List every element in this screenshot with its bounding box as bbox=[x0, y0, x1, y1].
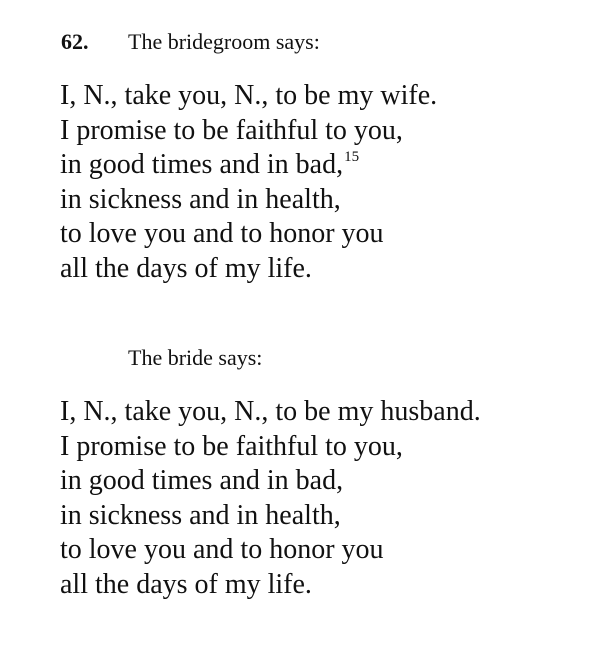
vow-line: I promise to be faithful to you, bbox=[60, 430, 403, 462]
vow-line: in good times and in bad, bbox=[60, 465, 344, 496]
section-number: 62. bbox=[61, 29, 89, 54]
vow-line: I, N., take you, N., to be my husband. bbox=[60, 396, 481, 427]
vow-line: all the days of my life. bbox=[60, 568, 312, 600]
vow-line: to love you and to honor you bbox=[60, 218, 384, 249]
bridegroom-intro: The bridegroom says: bbox=[128, 29, 320, 54]
vow-line: I promise to be faithful to you, bbox=[60, 114, 403, 146]
vow-line: all the days of my life. bbox=[60, 252, 312, 284]
bridegroom-heading bbox=[61, 29, 320, 55]
bride-heading bbox=[128, 345, 262, 371]
vow-line: in sickness and in health, bbox=[60, 183, 341, 215]
footnote-reference: 15 bbox=[344, 149, 360, 165]
vow-line-with-footnote bbox=[60, 148, 437, 183]
vow-line: to love you and to honor you bbox=[60, 534, 384, 565]
vow-line: in sickness and in health, bbox=[60, 499, 341, 531]
vow-line: I, N., take you, N., to be my wife. bbox=[60, 80, 438, 111]
bride-vow bbox=[60, 395, 481, 602]
bridegroom-vow bbox=[60, 79, 437, 286]
vow-line-text: in good times and in bad, bbox=[60, 149, 344, 180]
bride-intro: The bride says: bbox=[128, 345, 263, 370]
